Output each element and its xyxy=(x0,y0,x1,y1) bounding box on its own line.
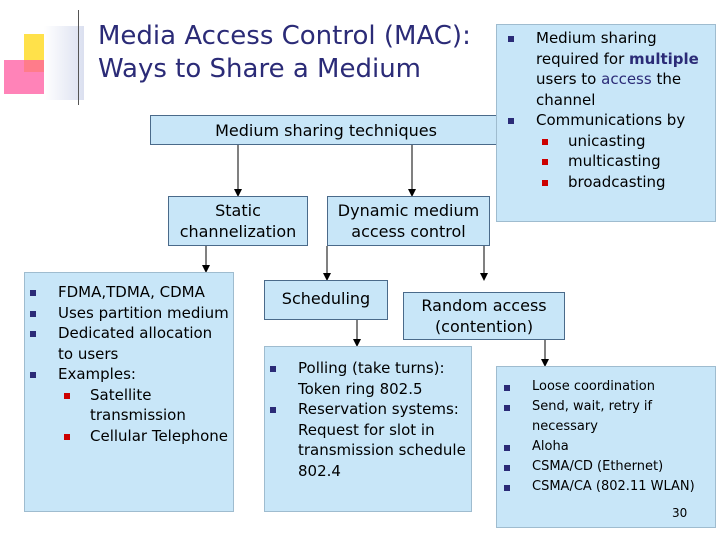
notes-item-2: Communications by xyxy=(506,110,716,131)
notes-item-1: Medium sharing required for multiple users to access the channel xyxy=(506,28,716,110)
random-item-csma-cd: CSMA/CD (Ethernet) xyxy=(502,457,712,477)
dynamic-line-2: access control xyxy=(351,222,466,241)
box-medium-sharing-techniques xyxy=(150,115,502,145)
random-item-csma-ca: CSMA/CA (802.11 WLAN) xyxy=(502,477,712,497)
notes-sub-broadcasting: broadcasting xyxy=(506,172,716,193)
static-item-partition: Uses partition medium xyxy=(28,303,230,324)
static-list xyxy=(28,282,230,446)
box-random-access xyxy=(403,292,565,340)
notes-sub-unicasting: unicasting xyxy=(506,131,716,152)
scheduling-list xyxy=(268,358,468,481)
random-item-send-wait: Send, wait, retry if necessary xyxy=(502,397,712,437)
title-line-2: Ways to Share a Medium xyxy=(98,54,421,84)
static-item-dedicated: Dedicated allocation to users xyxy=(28,323,230,364)
scheduling-item-reservation: Reservation systems: Request for slot in transmission schedule 802.4 xyxy=(268,399,468,481)
static-sub-cellular: Cellular Telephone xyxy=(28,426,230,447)
box-scheduling xyxy=(264,280,388,320)
scheduling-item-polling: Polling (take turns): Token ring 802.5 xyxy=(268,358,468,399)
box-static-channelization xyxy=(168,196,308,246)
notes-list xyxy=(506,28,716,192)
title-line-1: Media Access Control (MAC): xyxy=(98,21,471,51)
static-item-examples: Examples: xyxy=(28,364,230,385)
notes-sub-multicasting: multicasting xyxy=(506,151,716,172)
static-line-1: Static xyxy=(215,201,261,220)
random-line-2: (contention) xyxy=(434,317,534,336)
random-line-1: Random access xyxy=(421,296,547,315)
static-line-2: channelization xyxy=(179,222,297,241)
box-scheduling-label: Scheduling xyxy=(281,289,371,308)
static-item-fdma: FDMA,TDMA, CDMA xyxy=(28,282,230,303)
random-item-loose: Loose coordination xyxy=(502,377,712,397)
static-sub-satellite: Satellite transmission xyxy=(28,385,230,426)
box-dynamic-access-control xyxy=(327,196,490,246)
page-number: 30 xyxy=(672,506,688,520)
box-medium-sharing-techniques-label: Medium sharing techniques xyxy=(215,120,437,140)
random-item-aloha: Aloha xyxy=(502,437,712,457)
dynamic-line-1: Dynamic medium xyxy=(337,201,480,220)
random-list xyxy=(502,377,712,497)
